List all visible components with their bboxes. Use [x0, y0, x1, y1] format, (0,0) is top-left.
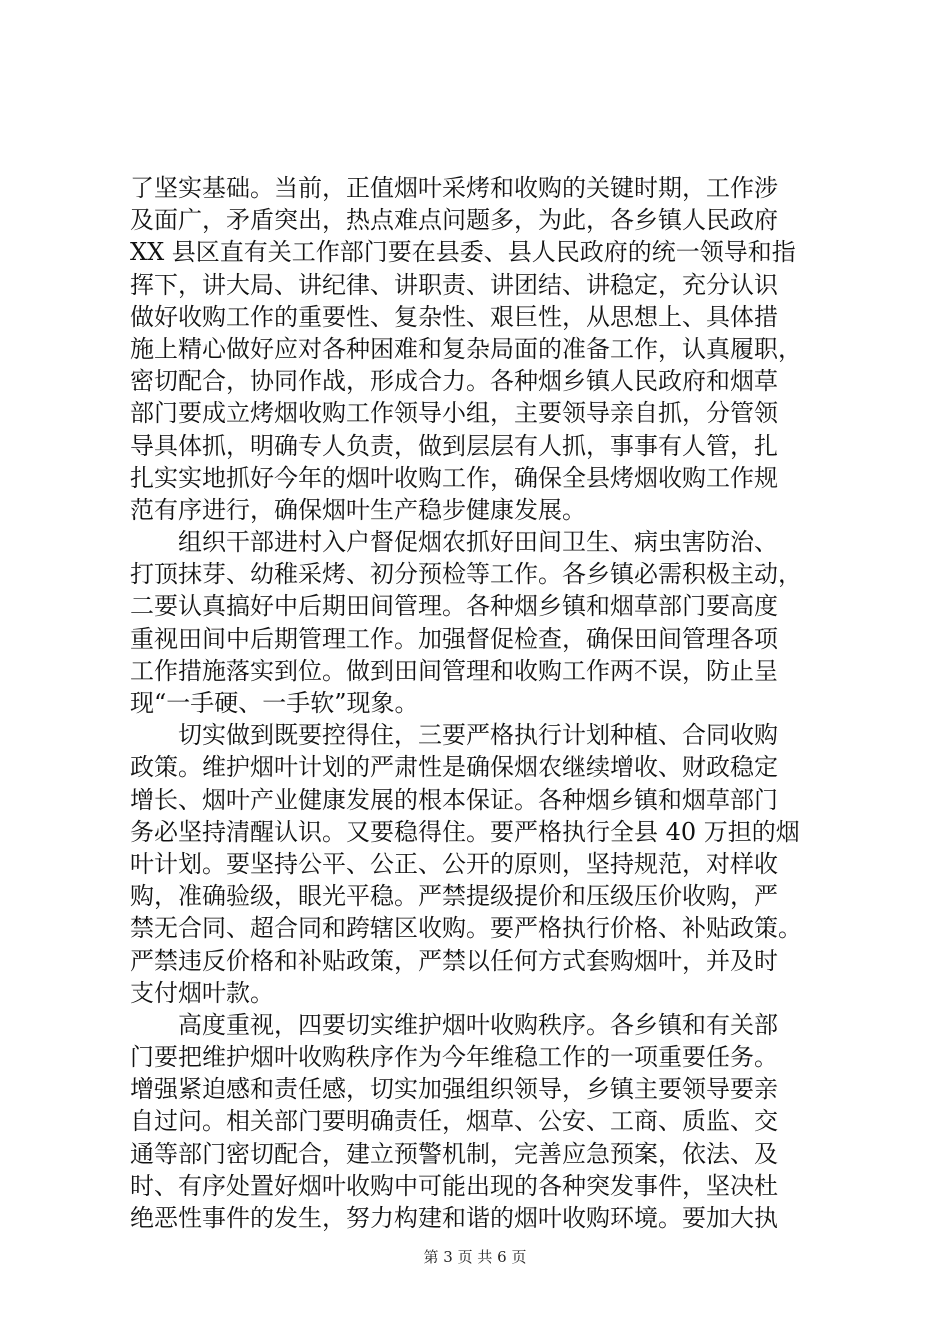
text-line: 挥下，讲大局、讲纪律、讲职责、讲团结、讲稳定，充分认识 — [130, 270, 778, 299]
text-line: 密切配合，协同作战，形成合力。各种烟乡镇人民政府和烟草 — [130, 367, 778, 396]
text-line: 高度重视，四要切实维护烟叶收购秩序。各乡镇和有关部 — [130, 1010, 778, 1039]
text-line: 务必坚持清醒认识。又要稳得住。要严格执行全县 40 万担的烟 — [130, 817, 800, 846]
text-line: XX 县区直有关工作部门要在县委、县人民政府的统一领导和指 — [130, 238, 796, 267]
text-line: 门要把维护烟叶收购秩序作为今年维稳工作的一项重要任务。 — [130, 1043, 778, 1072]
text-line: 做好收购工作的重要性、复杂性、艰巨性，从思想上、具体措 — [130, 302, 778, 331]
text-line: 自过问。相关部门要明确责任，烟草、公安、工商、质监、交 — [130, 1107, 778, 1136]
text-line: 现“一手硬、一手软”现象。 — [130, 689, 419, 717]
text-line: 通等部门密切配合，建立预警机制，完善应急预案，依法、及 — [130, 1139, 778, 1168]
text-line: 范有序进行，确保烟叶生产稳步健康发展。 — [130, 495, 586, 524]
text-line: 购，准确验级，眼光平稳。严禁提级提价和压级压价收购，严 — [130, 882, 778, 911]
text-line: 施上精心做好应对各种困难和复杂局面的准备工作，认真履职， — [130, 334, 802, 363]
text-line: 增长、烟叶产业健康发展的根本保证。各种烟乡镇和烟草部门 — [130, 785, 778, 814]
text-line: 重视田间中后期管理工作。加强督促检查，确保田间管理各项 — [130, 624, 778, 653]
text-line: 时、有序处置好烟叶收购中可能出现的各种突发事件，坚决杜 — [130, 1171, 778, 1200]
text-line: 支付烟叶款。 — [130, 978, 274, 1007]
text-line: 禁无合同、超合同和跨辖区收购。要严格执行价格、补贴政策。 — [130, 914, 802, 943]
text-line: 切实做到既要控得住，三要严格执行计划种植、合同收购 — [130, 721, 778, 750]
text-line: 叶计划。要坚持公平、公正、公开的原则，坚持规范，对样收 — [130, 849, 778, 878]
text-line: 二要认真搞好中后期田间管理。各种烟乡镇和烟草部门要高度 — [130, 592, 778, 621]
text-line: 部门要成立烤烟收购工作领导小组，主要领导亲自抓，分管领 — [130, 399, 778, 428]
text-line: 打顶抹芽、幼稚采烤、初分预检等工作。各乡镇必需积极主动， — [130, 560, 802, 589]
text-line: 了坚实基础。当前，正值烟叶采烤和收购的关键时期，工作涉 — [130, 174, 778, 202]
text-line: 导具体抓，明确专人负责，做到层层有人抓，事事有人管，扎 — [130, 431, 778, 460]
text-line: 及面广，矛盾突出，热点难点问题多，为此，各乡镇人民政府 — [130, 206, 778, 235]
text-line: 严禁违反价格和补贴政策，严禁以任何方式套购烟叶，并及时 — [130, 946, 778, 975]
text-line: 绝恶性事件的发生，努力构建和谐的烟叶收购环境。要加大执 — [130, 1204, 778, 1232]
text-line: 组织干部进村入户督促烟农抓好田间卫生、病虫害防治、 — [130, 528, 778, 557]
text-line: 增强紧迫感和责任感，切实加强组织领导，乡镇主要领导要亲 — [130, 1075, 778, 1104]
text-line: 政策。维护烟叶计划的严肃性是确保烟农继续增收、财政稳定 — [130, 753, 778, 782]
page-footer: 第 3 页 共 6 页 — [423, 1248, 527, 1266]
text-line: 工作措施落实到位。做到田间管理和收购工作两不误，防止呈 — [130, 656, 778, 685]
body-text — [130, 172, 830, 1234]
text-line: 扎实实地抓好今年的烟叶收购工作，确保全县烤烟收购工作规 — [130, 463, 778, 492]
